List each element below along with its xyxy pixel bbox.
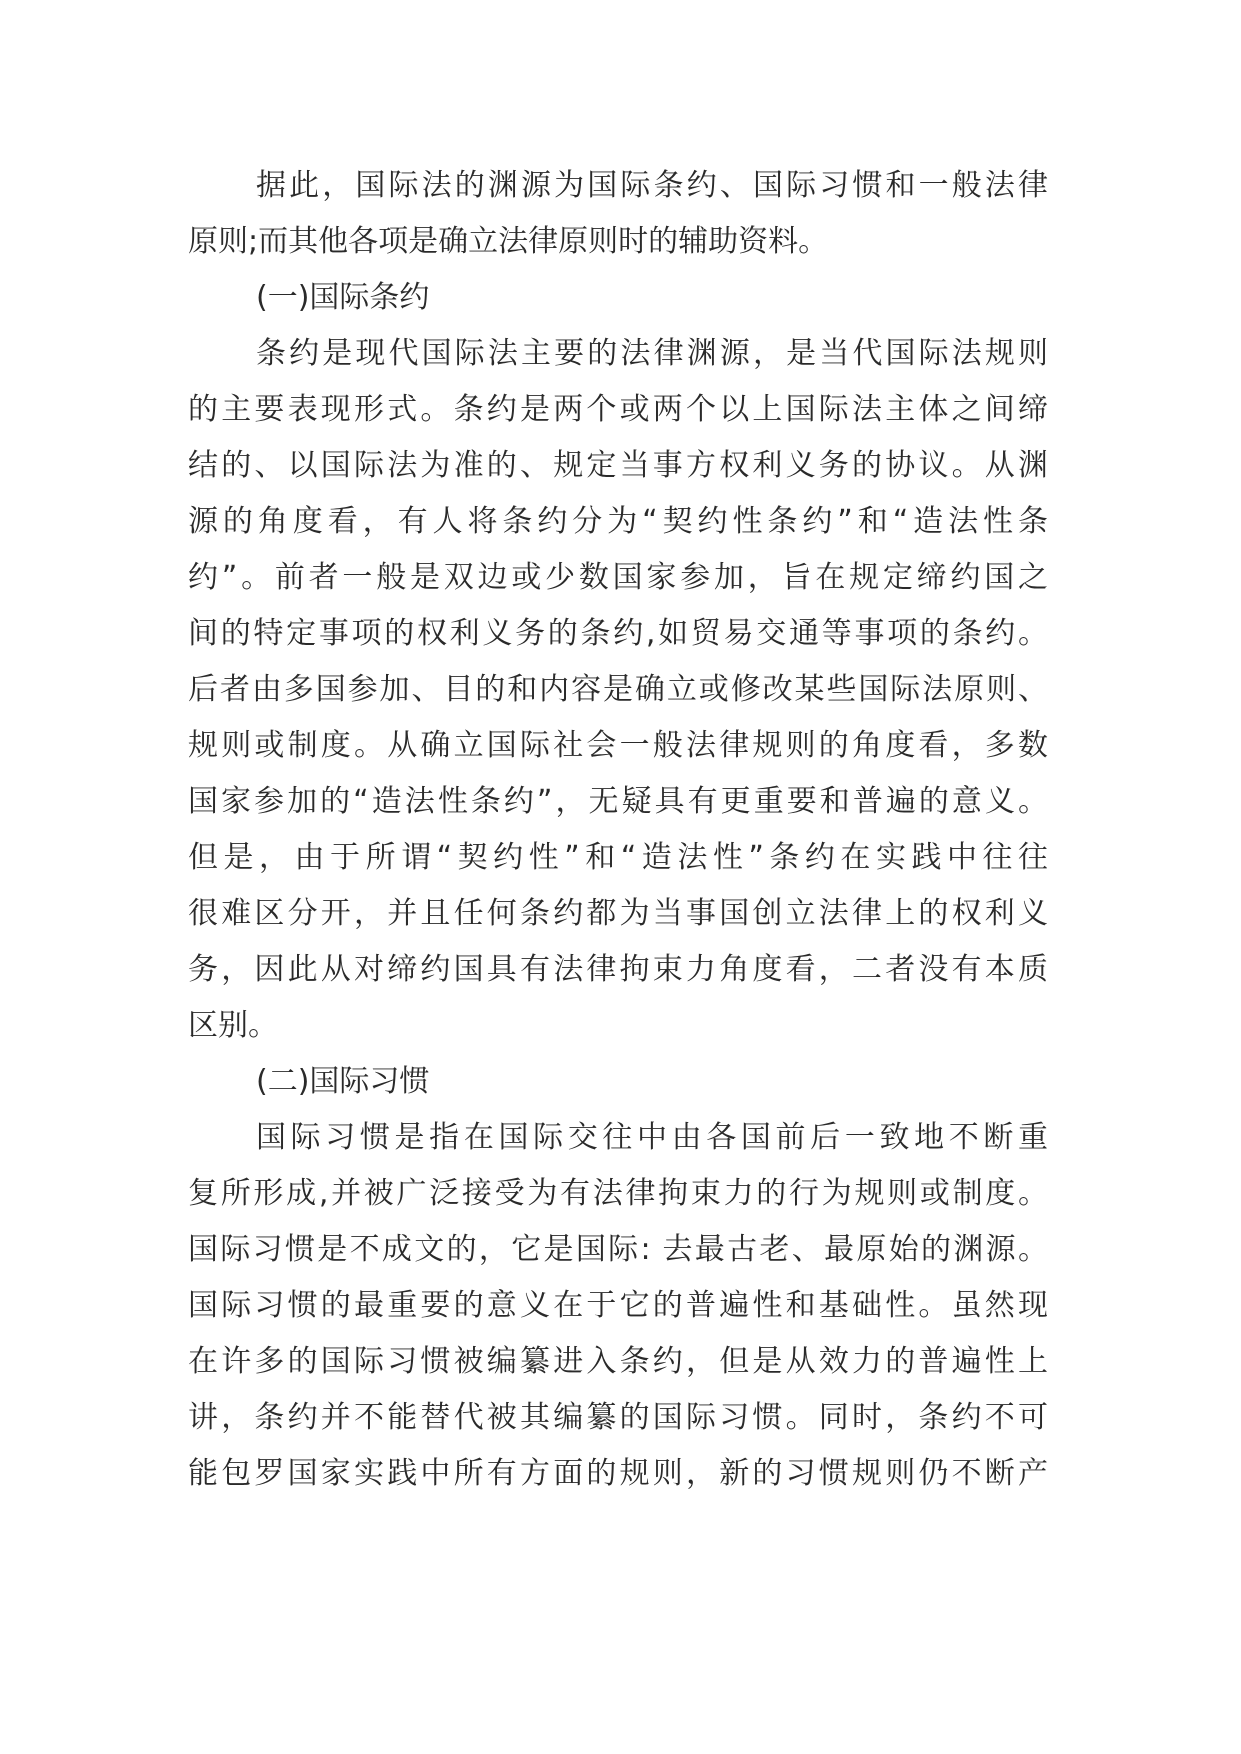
section-heading: (一)国际条约 — [256, 280, 430, 315]
text-line: 复所形成,并被广泛接受为有法律拘束力的行为规则或制度。 — [188, 1176, 1048, 1211]
text-line: 间的特定事项的权利义务的条约,如贸易交通等事项的条约。 — [188, 616, 1048, 651]
text-line: 源的角度看，有人将条约分为“契约性条约”和“造法性条 — [188, 504, 1048, 539]
text-line: 规则或制度。从确立国际社会一般法律规则的角度看，多数 — [188, 728, 1048, 763]
text-line: 很难区分开，并且任何条约都为当事国创立法律上的权利义 — [188, 896, 1048, 931]
text-line: 讲，条约并不能替代被其编纂的国际习惯。同时，条约不可 — [188, 1400, 1048, 1435]
section-heading: (二)国际习惯 — [256, 1064, 430, 1099]
text-line: 国际习惯是不成文的，它是国际: 去最古老、最原始的渊源。 — [188, 1232, 1048, 1267]
text-line: 据此，国际法的渊源为国际条约、国际习惯和一般法律 — [256, 168, 1048, 203]
text-line: 结的、以国际法为准的、规定当事方权利义务的协议。从渊 — [188, 448, 1048, 483]
text-line: 在许多的国际习惯被编纂进入条约，但是从效力的普遍性上 — [188, 1344, 1048, 1379]
text-line: 条约是现代国际法主要的法律渊源，是当代国际法规则 — [256, 336, 1048, 371]
text-line: 约”。前者一般是双边或少数国家参加，旨在规定缔约国之 — [188, 560, 1048, 595]
text-line: 国家参加的“造法性条约”，无疑具有更重要和普遍的意义。 — [188, 784, 1048, 819]
text-line: 国际习惯的最重要的意义在于它的普遍性和基础性。虽然现 — [188, 1288, 1048, 1323]
text-line: 后者由多国参加、目的和内容是确立或修改某些国际法原则、 — [188, 672, 1048, 707]
text-line: 但是，由于所谓“契约性”和“造法性”条约在实践中往往 — [188, 840, 1048, 875]
text-line: 区别。 — [188, 1008, 278, 1043]
text-line: 国际习惯是指在国际交往中由各国前后一致地不断重 — [256, 1120, 1048, 1155]
text-line: 的主要表现形式。条约是两个或两个以上国际法主体之间缔 — [188, 392, 1048, 427]
text-line: 原则;而其他各项是确立法律原则时的辅助资料。 — [188, 224, 829, 259]
text-line: 务，因此从对缔约国具有法律拘束力角度看，二者没有本质 — [188, 952, 1048, 987]
text-line: 能包罗国家实践中所有方面的规则，新的习惯规则仍不断产 — [188, 1456, 1048, 1491]
